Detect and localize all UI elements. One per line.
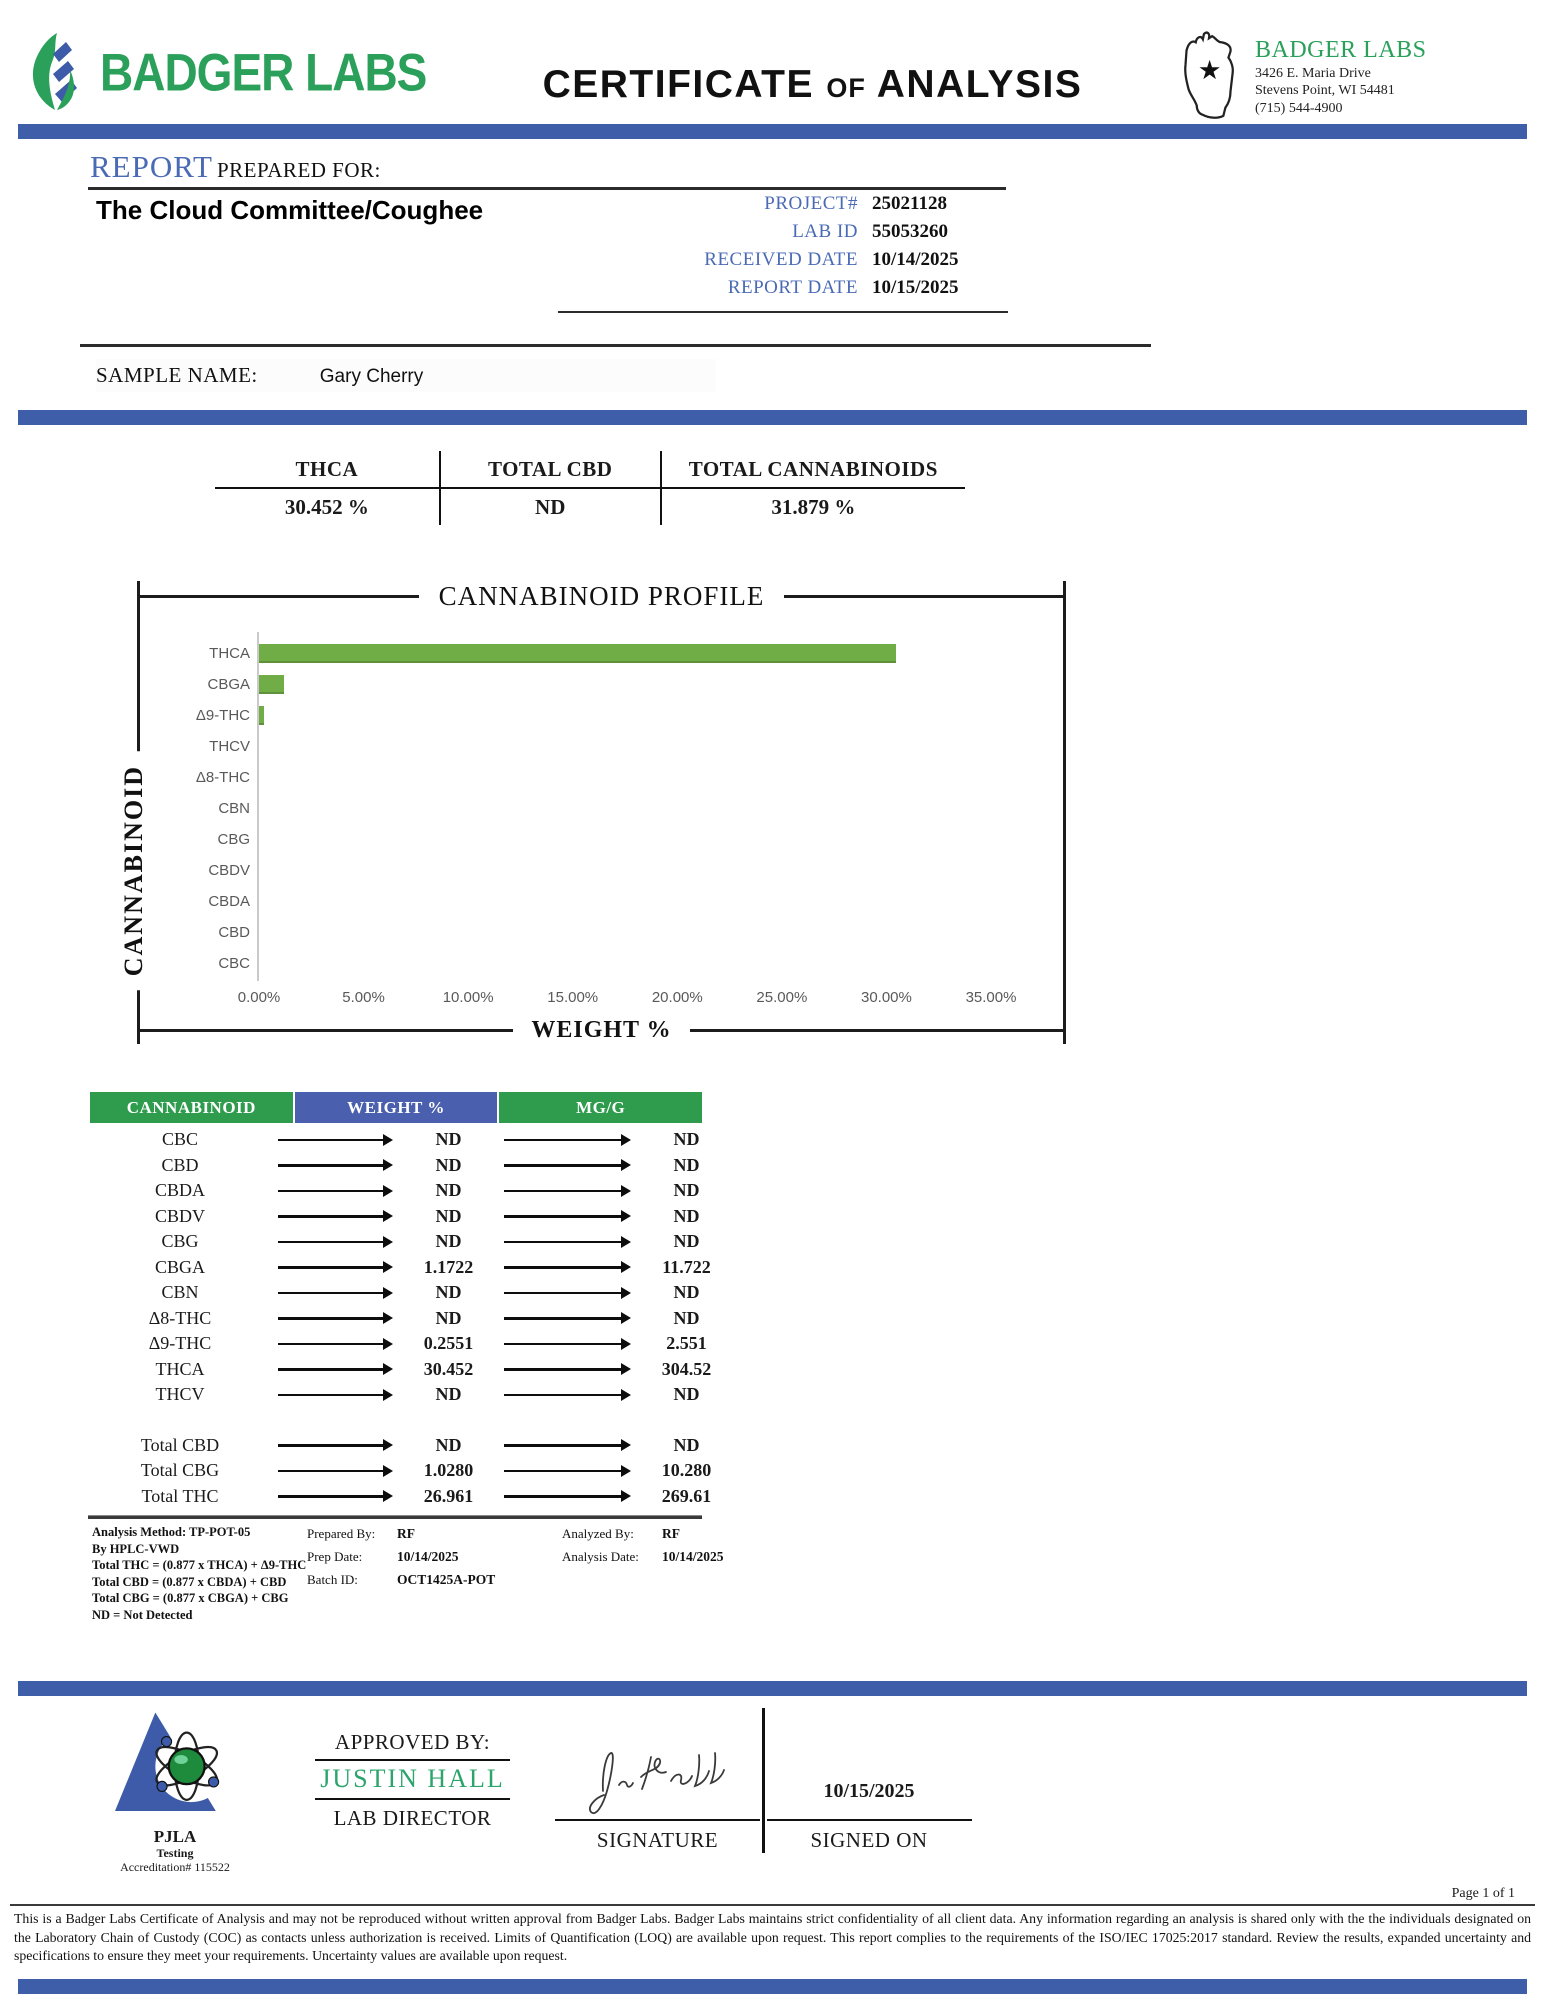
disclaimer-text: This is a Badger Labs Certificate of Analysis and may not be reproduced without written approval from Badger Labs. Badger Labs maintains strict confidentiality of all client data. Any information regarding an analysis is shared only with the the individuals designated on the Laboratory Chain of Custody (COC) as contacts unless authorization is received. Limits of Quantification (LOQ) are available upon request. This report complies to the requirements of the ISO/IEC 17025:2017 standard. Review the results, expanded uncertainty and specifications to ensure they meet your requirements. Uncertainty values are available upon request. (10, 1904, 1535, 1965)
signed-on-label: SIGNED ON (810, 1828, 928, 1852)
lab-address-line2: Stevens Point, WI 54481 (1255, 83, 1395, 99)
table-row (90, 1204, 702, 1230)
report-field-row (558, 221, 1008, 249)
title-line-left (140, 595, 419, 598)
chart-tick-label: 35.00% (965, 989, 1017, 1006)
right-arrow-icon (278, 1292, 384, 1295)
chart-category-label: CBD (218, 924, 250, 941)
table-cannabinoid-name: Δ9-THC (148, 1333, 212, 1354)
arrow-cell (496, 1470, 639, 1473)
table-weight-value: ND (435, 1180, 462, 1201)
table-mgg-value: ND (673, 1231, 700, 1252)
chart-category-label: THCV (209, 738, 250, 755)
logo-wordmark: BADGER LABS (100, 42, 427, 102)
summary-column (439, 451, 660, 525)
chart-bar-track (259, 669, 991, 700)
field-value: 25021128 (872, 193, 947, 214)
right-arrow-icon (504, 1190, 622, 1193)
table-header-cannabinoid: CANNABINOID (90, 1092, 293, 1123)
note-row (562, 1549, 822, 1565)
note-value: OCT1425A-POT (397, 1572, 496, 1587)
method-notes (92, 1524, 307, 1623)
right-arrow-icon (504, 1241, 622, 1244)
summary-value: 31.879 % (771, 494, 856, 519)
signed-on-column (767, 1719, 972, 1853)
table-cannabinoid-name: Δ8-THC (148, 1307, 212, 1328)
summary-label: TOTAL CANNABINOIDS (662, 451, 965, 489)
arrow-cell (270, 1241, 401, 1244)
document-title (456, 63, 1169, 107)
signature-area (555, 1708, 972, 1853)
right-arrow-icon (278, 1190, 384, 1193)
report-info-section (0, 139, 1545, 344)
cannabinoid-table (90, 1092, 712, 1509)
divider-bar-bottom (18, 1979, 1527, 1994)
table-mgg-value: ND (673, 1282, 700, 1303)
right-arrow-icon (278, 1394, 384, 1397)
arrow-cell (496, 1215, 639, 1218)
signed-date-box (767, 1719, 972, 1821)
table-cannabinoid-name: CBGA (154, 1256, 205, 1277)
chart-row (140, 731, 991, 762)
table-mgg-value: ND (673, 1129, 700, 1150)
field-label: LAB ID (792, 221, 858, 242)
right-arrow-icon (278, 1368, 384, 1371)
chart-category-label: THCA (209, 645, 250, 662)
chart-category-label: CBDV (208, 862, 250, 879)
note-row (562, 1526, 822, 1542)
chart-category-label: CBDA (208, 893, 250, 910)
right-arrow-icon (278, 1470, 384, 1473)
approval-footer (95, 1708, 1545, 1875)
note-label: Analysis Date: (562, 1549, 639, 1564)
table-mgg-value: 2.551 (666, 1333, 707, 1354)
field-label: RECEIVED DATE (704, 249, 858, 270)
report-field-row (558, 193, 1008, 221)
table-body (90, 1123, 712, 1408)
note-label: Analyzed By: (562, 1526, 634, 1541)
chart-category-label: CBN (218, 800, 250, 817)
field-label: REPORT DATE (727, 277, 858, 298)
table-header-weight: WEIGHT % (293, 1092, 500, 1123)
sample-name-label: SAMPLE NAME: (96, 363, 258, 387)
divider-bar-3 (18, 1681, 1527, 1696)
chart-bar-track (259, 948, 991, 979)
table-row (90, 1382, 702, 1408)
chart-category-label: Δ8-THC (195, 769, 250, 786)
right-arrow-icon (504, 1343, 622, 1346)
leaf-logo-icon (26, 32, 88, 112)
arrow-cell (270, 1368, 401, 1371)
method-note-line: By HPLC-VWD (92, 1541, 180, 1556)
arrow-cell (270, 1190, 401, 1193)
pjla-accreditation-number: Accreditation# 115522 (120, 1859, 230, 1874)
signed-date: 10/15/2025 (823, 1780, 915, 1802)
note-label: Prep Date: (307, 1549, 363, 1564)
table-weight-value: ND (435, 1384, 462, 1405)
right-arrow-icon (504, 1317, 622, 1320)
report-fields (558, 193, 1008, 313)
table-row (90, 1178, 702, 1204)
lab-name: BADGER LABS (1255, 36, 1427, 63)
table-weight-value: 1.1722 (423, 1256, 474, 1277)
analysis-notes (92, 1524, 852, 1623)
xlabel-line-right (690, 1029, 1063, 1032)
table-cannabinoid-name: THCV (155, 1384, 205, 1405)
potency-summary (215, 451, 965, 525)
star-glyph: ★ (1197, 55, 1222, 86)
chart-bar (259, 706, 264, 725)
arrow-cell (270, 1444, 401, 1447)
table-mgg-value: ND (673, 1307, 700, 1328)
chart-tick-label: 5.00% (342, 989, 385, 1006)
table-row (90, 1484, 712, 1510)
chart-tick-label: 20.00% (651, 989, 703, 1006)
prep-notes (307, 1524, 562, 1623)
chart-bar-track (259, 638, 991, 669)
table-weight-value: 1.0280 (423, 1460, 474, 1481)
arrow-cell (270, 1292, 401, 1295)
chart-title-row (140, 581, 1063, 612)
table-header-row (90, 1092, 702, 1123)
table-weight-value: ND (435, 1154, 462, 1175)
table-weight-value: ND (435, 1434, 462, 1455)
summary-value: ND (535, 494, 566, 519)
pjla-testing-label: Testing (156, 1845, 194, 1860)
right-arrow-icon (504, 1470, 622, 1473)
approved-by-label: APPROVED BY: (315, 1730, 510, 1761)
chart-plot-area (140, 612, 1063, 1017)
method-note-line: Total CBD = (0.877 x CBDA) + CBD (92, 1574, 287, 1589)
report-field-row (558, 277, 1008, 305)
table-bottom-rule (88, 1515, 702, 1519)
table-cannabinoid-name: Total CBD (140, 1434, 220, 1455)
arrow-cell (496, 1190, 639, 1193)
table-row (90, 1458, 712, 1484)
chart-tick-label: 10.00% (442, 989, 494, 1006)
chart-row (140, 948, 991, 979)
table-row (90, 1331, 707, 1357)
right-arrow-icon (504, 1394, 622, 1397)
chart-category-label: CBGA (207, 676, 250, 693)
table-weight-value: ND (435, 1307, 462, 1328)
field-value: 10/14/2025 (872, 249, 959, 270)
signature-box (555, 1719, 760, 1821)
summary-column (660, 451, 965, 525)
method-note-line: ND = Not Detected (92, 1607, 193, 1622)
badger-labs-logo (26, 32, 456, 112)
signature-divider (762, 1708, 765, 1853)
report-prepared-for-heading (90, 149, 381, 185)
table-weight-value: ND (435, 1231, 462, 1252)
chart-row (140, 669, 991, 700)
note-row (307, 1549, 562, 1565)
arrow-cell (270, 1343, 401, 1346)
chart-row (140, 824, 991, 855)
table-mgg-value: 11.722 (662, 1256, 711, 1277)
report-field-row (558, 249, 1008, 277)
client-name: The Cloud Committee/Coughee (96, 195, 484, 225)
right-arrow-icon (278, 1343, 384, 1346)
chart-bar (259, 644, 896, 663)
sample-name-value: Gary Cherry (319, 366, 424, 387)
chart-row (140, 886, 991, 917)
chart-category-label: Δ9-THC (195, 707, 250, 724)
divider-bar-top (18, 124, 1527, 139)
table-cannabinoid-name: CBDA (154, 1180, 205, 1201)
divider-bar-2 (18, 410, 1527, 425)
field-value: 10/15/2025 (872, 277, 959, 298)
chart-category-label: CBG (217, 831, 250, 848)
title-certificate: CERTIFICATE (542, 63, 815, 106)
table-mgg-value: ND (673, 1154, 700, 1175)
right-arrow-icon (504, 1266, 622, 1269)
cannabinoid-profile-chart (119, 581, 1066, 1044)
title-line-right (784, 595, 1063, 598)
right-arrow-icon (278, 1266, 384, 1269)
page-number: Page 1 of 1 (1451, 1886, 1515, 1902)
wisconsin-state-icon (1169, 30, 1247, 122)
right-arrow-icon (278, 1241, 384, 1244)
table-row (90, 1127, 702, 1153)
lab-phone: (715) 544-4900 (1255, 100, 1343, 116)
chart-bar-track (259, 793, 991, 824)
table-mgg-value: 269.61 (661, 1485, 712, 1506)
right-arrow-icon (504, 1139, 622, 1142)
summary-label: TOTAL CBD (441, 451, 660, 489)
chart-row (140, 793, 991, 824)
prepared-for-word: PREPARED FOR: (217, 158, 381, 182)
header (0, 0, 1545, 124)
signature-label: SIGNATURE (596, 1828, 719, 1852)
table-cannabinoid-name: Total CBG (140, 1460, 220, 1481)
table-weight-value: 30.452 (423, 1358, 474, 1379)
chart-bar (259, 675, 284, 694)
arrow-cell (496, 1495, 639, 1498)
heading-underline (88, 187, 1006, 190)
handwritten-signature (573, 1741, 743, 1819)
table-row (90, 1433, 702, 1459)
chart-bar-track (259, 762, 991, 793)
table-mgg-value: ND (673, 1180, 700, 1201)
right-arrow-icon (504, 1292, 622, 1295)
right-arrow-icon (504, 1495, 622, 1498)
chart-tick-label: 25.00% (756, 989, 808, 1006)
note-value: RF (662, 1526, 680, 1541)
table-row (90, 1357, 712, 1383)
table-row (90, 1255, 711, 1281)
method-note-line: Total THC = (0.877 x THCA) + Δ9-THC (92, 1558, 307, 1572)
approver-title: LAB DIRECTOR (333, 1806, 492, 1830)
right-arrow-icon (278, 1215, 384, 1218)
arrow-cell (496, 1317, 639, 1320)
table-cannabinoid-name: CBD (161, 1154, 199, 1175)
table-cannabinoid-name: CBC (161, 1129, 199, 1150)
chart-bar-track (259, 855, 991, 886)
arrow-cell (496, 1164, 639, 1167)
note-label: Batch ID: (307, 1572, 358, 1587)
chart-bar-track (259, 886, 991, 917)
note-row (307, 1572, 562, 1588)
chart-bar-track (259, 700, 991, 731)
pjla-org: PJLA (153, 1827, 197, 1847)
note-value: 10/14/2025 (662, 1549, 724, 1564)
summary-value: 30.452 % (284, 494, 369, 519)
note-row (307, 1526, 562, 1542)
table-weight-value: ND (435, 1129, 462, 1150)
table-cannabinoid-name: CBDV (154, 1205, 205, 1226)
right-arrow-icon (504, 1444, 622, 1447)
signature-column (555, 1719, 760, 1853)
pjla-accreditation-block (95, 1708, 255, 1875)
arrow-cell (496, 1266, 639, 1269)
chart-xlabel-row (140, 1017, 1063, 1044)
table-weight-value: 0.2551 (423, 1333, 474, 1354)
chart-row (140, 855, 991, 886)
table-totals (90, 1429, 712, 1510)
note-value: 10/14/2025 (397, 1549, 459, 1564)
xlabel-line-left (140, 1029, 513, 1032)
arrow-cell (270, 1266, 401, 1269)
note-label: Prepared By: (307, 1526, 376, 1541)
method-note-line: Total CBG = (0.877 x CBGA) + CBG (92, 1591, 289, 1605)
summary-column (215, 451, 439, 525)
table-weight-value: 26.961 (423, 1485, 474, 1506)
arrow-cell (496, 1368, 639, 1371)
chart-bar-track (259, 917, 991, 948)
report-word: REPORT (90, 149, 213, 184)
chart-title: CANNABINOID PROFILE (438, 581, 765, 611)
arrow-cell (270, 1470, 401, 1473)
page-bottom (0, 1886, 1545, 1994)
table-cannabinoid-name: THCA (155, 1358, 205, 1379)
table-row (90, 1153, 702, 1179)
summary-label: THCA (215, 451, 439, 489)
arrow-cell (496, 1394, 639, 1397)
table-cannabinoid-name: Total THC (141, 1485, 219, 1506)
right-arrow-icon (278, 1164, 384, 1167)
arrow-cell (270, 1495, 401, 1498)
approver-name: JUSTIN HALL (315, 1761, 510, 1800)
chart-x-axis-label: WEIGHT % (531, 1017, 672, 1043)
note-value: RF (397, 1526, 415, 1541)
chart-bar-track (259, 824, 991, 855)
title-of: OF (826, 73, 866, 103)
chart-row (140, 762, 991, 793)
lab-address-line1: 3426 E. Maria Drive (1255, 65, 1371, 81)
chart-bar-track (259, 731, 991, 762)
arrow-cell (496, 1343, 639, 1346)
table-weight-value: ND (435, 1282, 462, 1303)
table-mgg-value: ND (673, 1434, 700, 1455)
arrow-cell (270, 1164, 401, 1167)
right-arrow-icon (504, 1164, 622, 1167)
arrow-cell (496, 1139, 639, 1142)
right-arrow-icon (278, 1317, 384, 1320)
pjla-logo-icon (108, 1708, 243, 1820)
sample-name-row (80, 344, 1151, 410)
table-row (90, 1306, 702, 1332)
lab-contact (1255, 35, 1427, 118)
table-mgg-value: ND (673, 1205, 700, 1226)
approved-by-block (315, 1730, 510, 1831)
table-mgg-value: 304.52 (661, 1358, 712, 1379)
chart-tick-label: 15.00% (547, 989, 599, 1006)
right-arrow-icon (504, 1215, 622, 1218)
table-weight-value: ND (435, 1205, 462, 1226)
chart-tick-label: 30.00% (860, 989, 912, 1006)
arrow-cell (496, 1241, 639, 1244)
analysis-info-notes (562, 1524, 822, 1623)
chart-row (140, 917, 991, 948)
arrow-cell (270, 1139, 401, 1142)
chart-row (140, 700, 991, 731)
method-note-line: Analysis Method: TP-POT-05 (92, 1525, 251, 1539)
table-mgg-value: 10.280 (661, 1460, 712, 1481)
arrow-cell (496, 1292, 639, 1295)
field-value: 55053260 (872, 221, 948, 242)
arrow-cell (270, 1394, 401, 1397)
table-row (90, 1280, 702, 1306)
arrow-cell (270, 1317, 401, 1320)
title-analysis: ANALYSIS (876, 63, 1083, 106)
sample-name-box (96, 359, 716, 392)
table-cannabinoid-name: CBN (161, 1282, 199, 1303)
arrow-cell (496, 1444, 639, 1447)
right-arrow-icon (278, 1495, 384, 1498)
right-arrow-icon (278, 1139, 384, 1142)
table-mgg-value: ND (673, 1384, 700, 1405)
chart-rows (140, 638, 1063, 979)
table-cannabinoid-name: CBG (161, 1231, 199, 1252)
table-header-mgg: MG/G (499, 1092, 702, 1123)
field-label: PROJECT# (764, 193, 858, 214)
right-arrow-icon (278, 1444, 384, 1447)
arrow-cell (270, 1215, 401, 1218)
chart-tick-label: 0.00% (237, 989, 281, 1006)
chart-row (140, 638, 991, 669)
chart-x-ticks (237, 985, 1017, 1013)
table-row (90, 1229, 702, 1255)
right-arrow-icon (504, 1368, 622, 1371)
chart-y-axis-label: CANNABINOID (119, 751, 149, 990)
chart-category-label: CBC (218, 955, 250, 972)
lab-address-block (1169, 30, 1519, 122)
